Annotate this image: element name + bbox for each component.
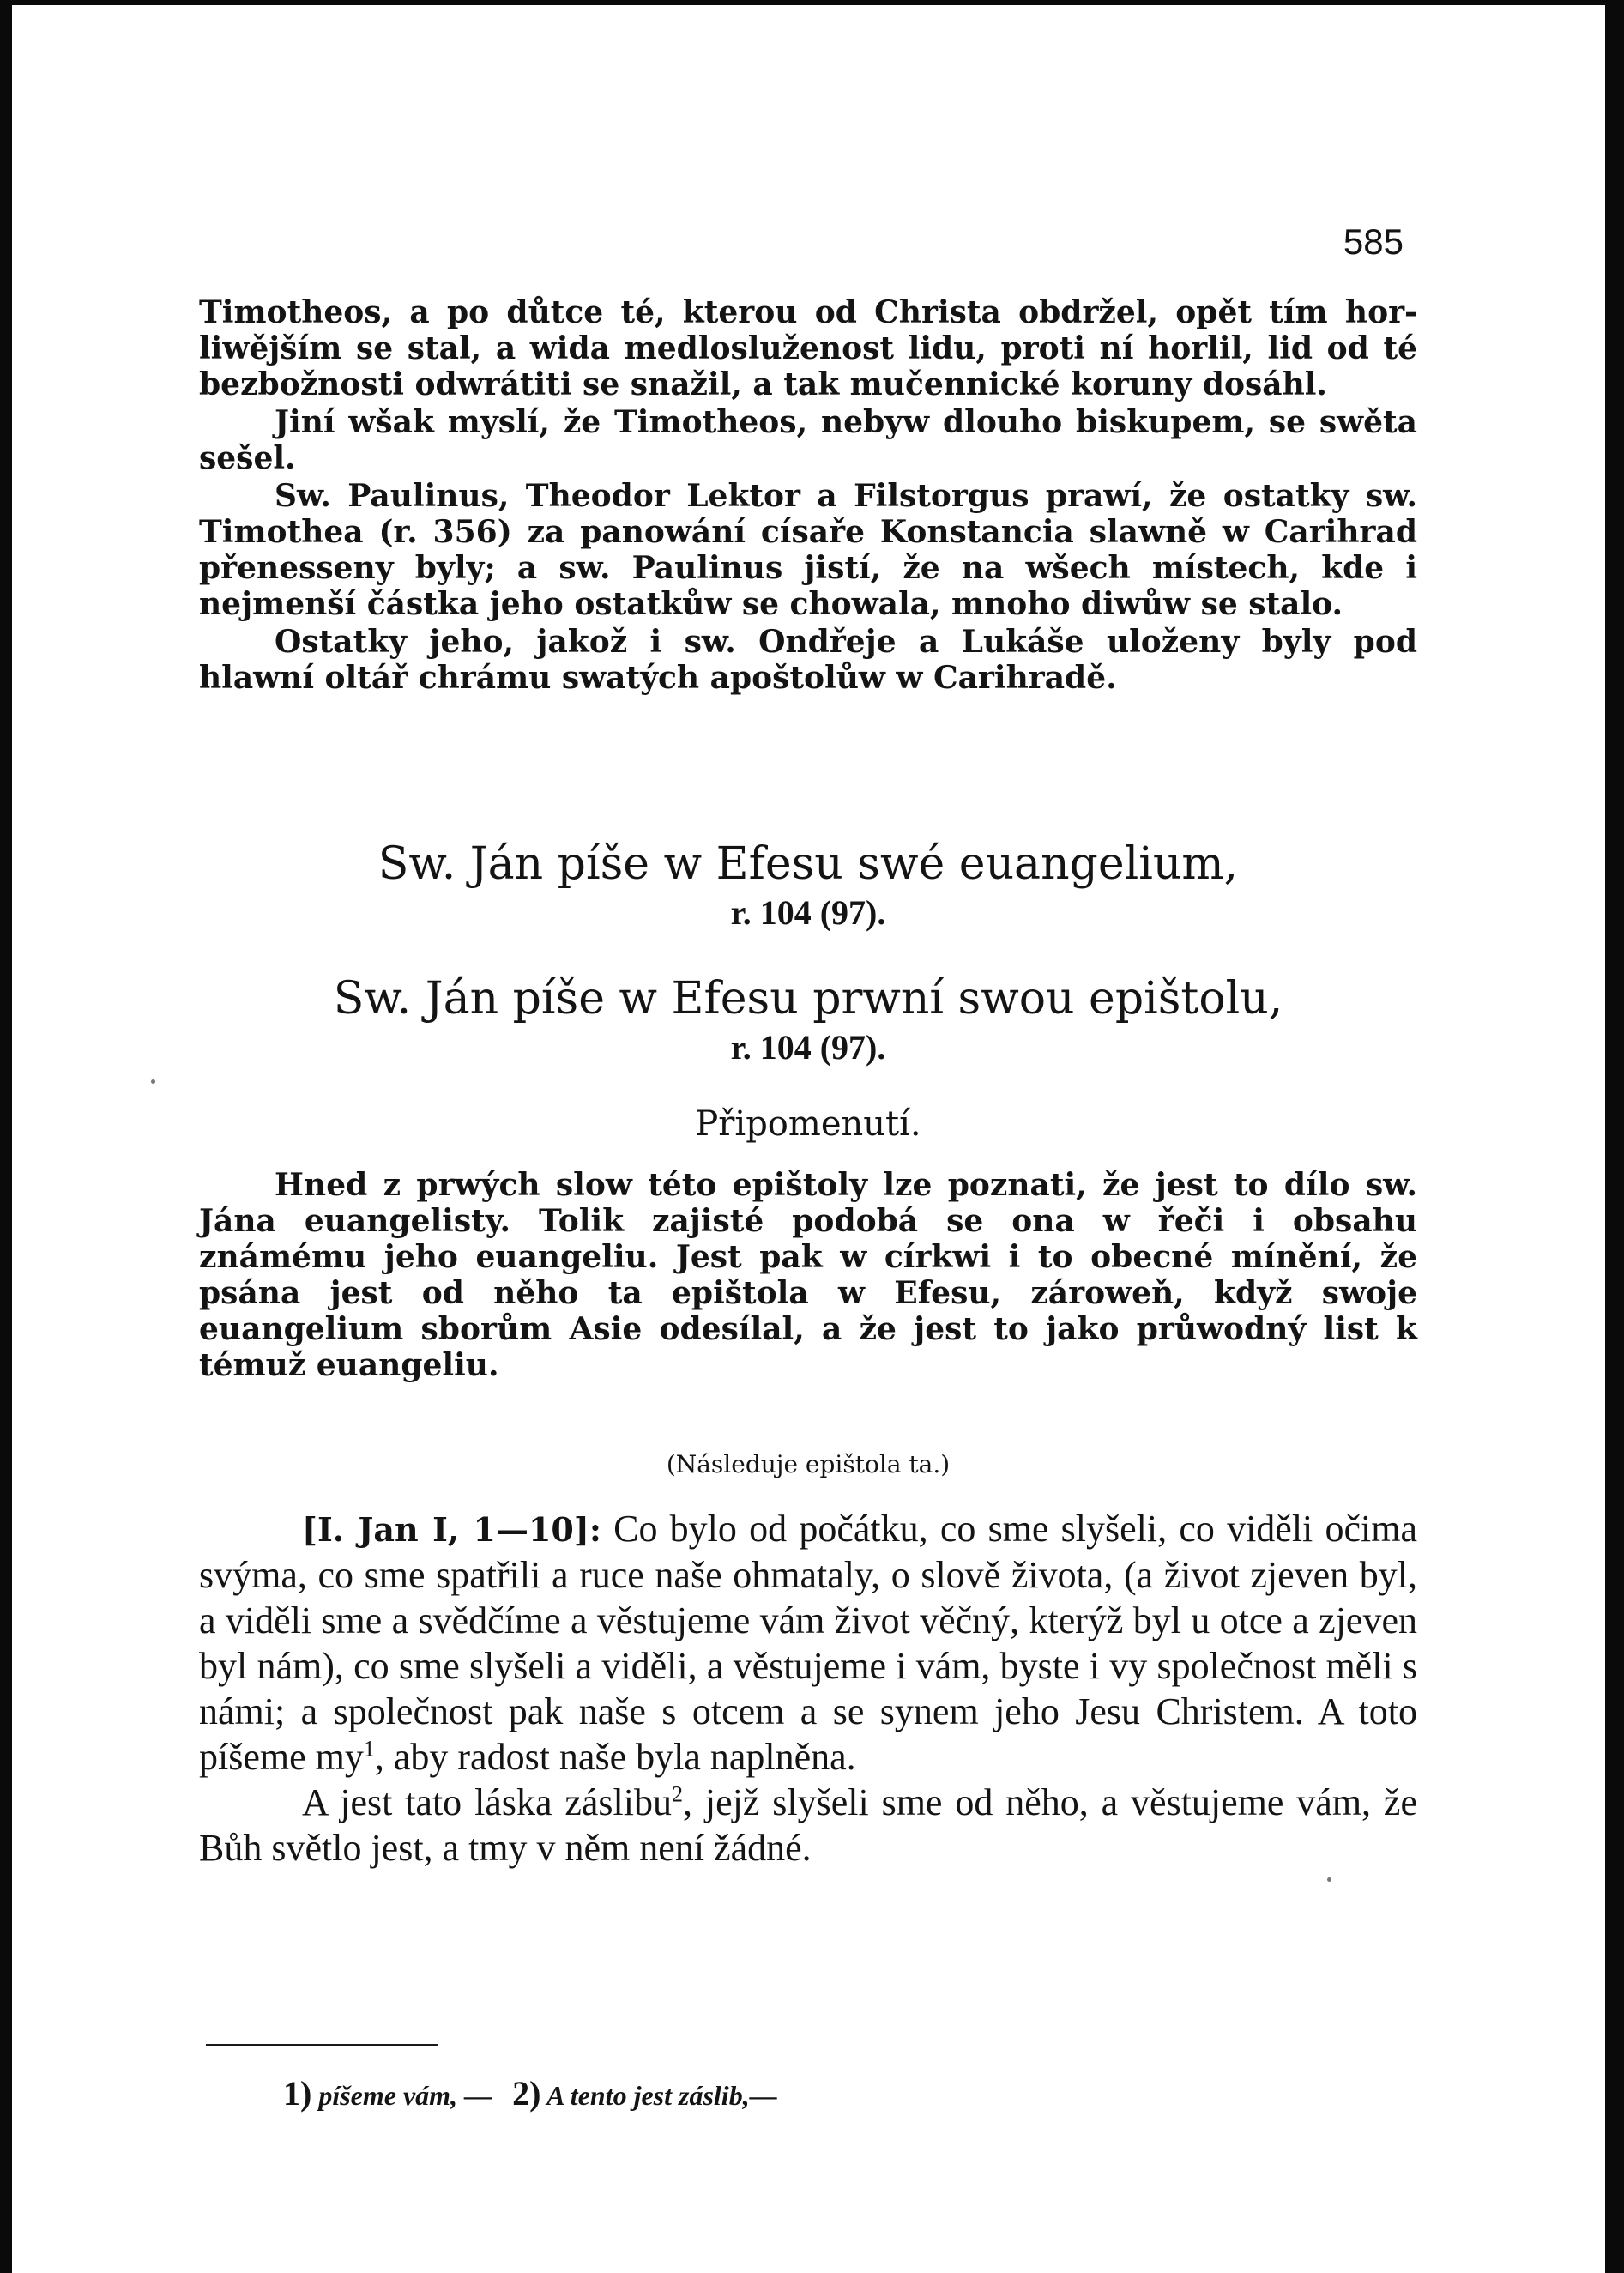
heading-title: Sw. Ján píše w Efesu prwní swou epištolu, [333,973,1283,1025]
footnote-divider [206,2044,438,2046]
footnote-marker: 1 [363,1736,375,1762]
scan-speck [151,1079,155,1084]
reminder-title: Připomenutí. [695,1104,921,1144]
scripture-text-run: , aby radost naše byla naplněna. [374,1736,856,1778]
paragraph: Ostatky jeho, jakož i sw. Ondřeje a Lukáše uloženy byly pod hlawní oltář chrámu swatých apoštolůw w Carihradě. [199,624,1417,696]
footnote-marker: 2 [671,1781,683,1807]
footnote-text: píšeme vám, — [318,2080,492,2111]
scan-edge-right [1605,0,1624,2273]
scripture-text [199,1506,1417,1871]
scan-edge-left [0,0,12,2273]
paragraph [199,1780,1417,1871]
scan-speck [1327,1877,1331,1882]
fraktur-text-reminder [199,1167,1417,1383]
section-heading-epistle [199,971,1417,1069]
heading-title: Sw. Ján píše w Efesu swé euangelium, [377,838,1239,890]
scan-edge-top [0,0,1624,5]
footnote-number: 1) [283,2074,312,2113]
reminder-heading [199,1103,1417,1146]
paragraph: Sw. Paulinus, Theodor Lektor a Filstorgus prawí, že ostatky sw. Timothea (r. 356) za panowání císaře Konstancia slawně w Carihrad přenesseny byly; a sw. Paulinus jistí, že na wšech místech, kde i nejmenší částka jeho ostatkůw se chowala, mnoho diwůw se stalo. [199,478,1417,622]
footnote-text: A tento jest záslib,— [546,2080,777,2111]
page-number: 585 [1343,221,1404,262]
footnote-number: 2) [512,2074,541,2113]
paragraph: Timotheos, a po důtce té, kterou od Christa obdržel, opět tím hor- liwějším se stal, a wida medlosluženost lidu, proti ní horlil, lid od té bezbožnosti odwrátiti se snažil, a tak mučennické koruny dosáhl. [199,294,1417,402]
paragraph [199,1506,1417,1780]
fraktur-text-top [199,294,1417,696]
heading-year: r. 104 (97). [730,893,886,932]
paragraph: Hned z prwých slow této epištoly lze poznati, že jest to dílo sw. Jána euangelisty. Tolik zajisté podobá se ona w řeči i obsahu známému jeho euangeliu. Jest pak w církwi i to obecné mínění, že psána jest od něho ta epištola w Efesu, zároweň, když swoje euangelium sborům Asie odesílal, a že jest to jako průwodný list k témuž euangeliu. [199,1167,1417,1383]
section-heading-gospel [199,837,1417,934]
scripture-text-run: Co bylo od počátku, co sme slyšeli, co viděli očima svýma, co sme spatřili a ruce naše ohmataly, o slově života, (a život zjeven byl, a viděli sme a svědčíme a věstujeme vám život věčný, kterýž byl u otce a zjeven byl nám), co sme slyšeli a viděli, a věstujeme i vám, byste i vy společnost měli s námi; a společnost pak naše s otcem a se synem jeho Jesu Christem. A toto píšeme my [199,1508,1417,1778]
scripture-reference: [I. Jan I, 1—10]: [302,1510,601,1549]
footnotes [283,2074,1313,2113]
editor-note: (Následuje epištola ta.) [666,1450,951,1478]
paragraph: Jiní wšak myslí, že Timotheos, nebyw dlouho biskupem, se swěta sešel. [199,404,1417,476]
scripture-text-run: , jejž slyšeli sme od něho, a věstujeme vám, že Bůh světlo jest, a tmy v něm není žádné. [199,1781,1417,1869]
heading-year: r. 104 (97). [730,1028,886,1067]
scripture-text-run: A jest tato láska záslibu [302,1781,672,1823]
